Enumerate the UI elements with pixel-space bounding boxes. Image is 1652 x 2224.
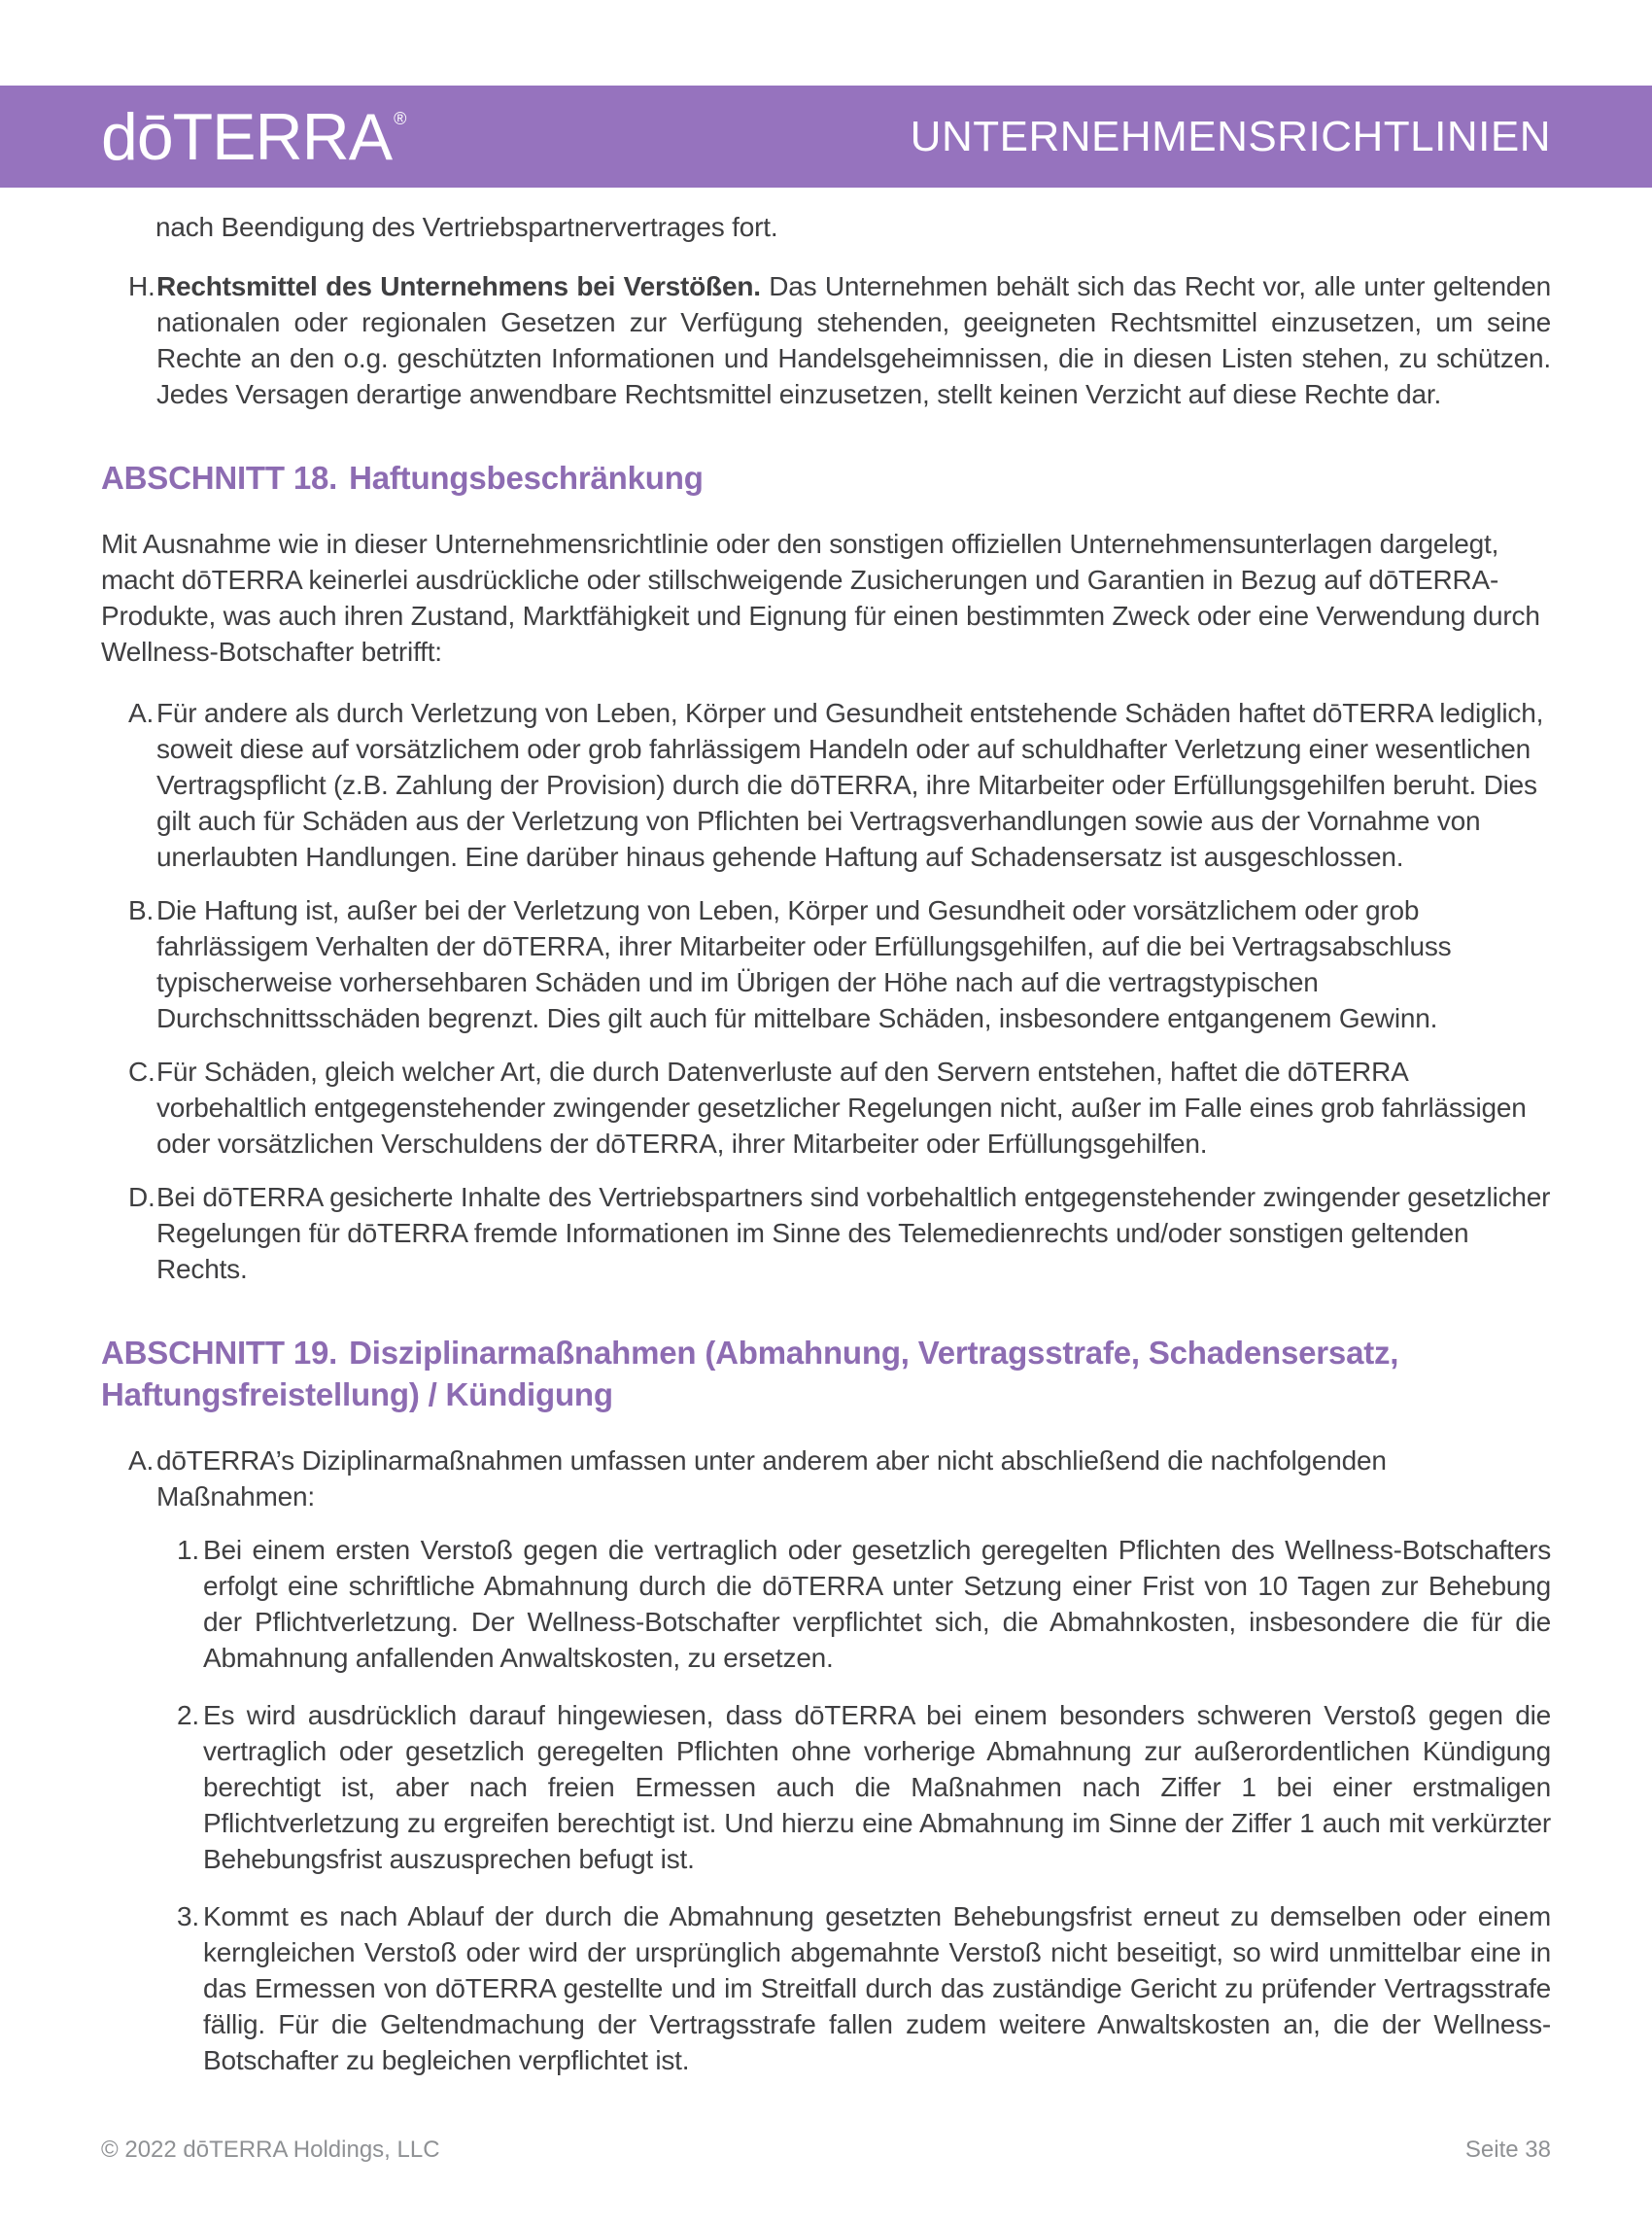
list-item-c [101,1054,1551,1162]
document-title: UNTERNEHMENSRICHTLINIEN [910,112,1551,160]
section-18-number: ABSCHNITT 18. [101,460,338,496]
numbered-item-label: 3. [177,1901,199,1931]
numbered-item-label: 2. [177,1700,199,1730]
numbered-item-2 [101,1697,1551,1877]
list-item-label: D. [128,1182,155,1212]
list-item-text: dōTERRA’s Diziplinarmaßnahmen umfassen unter anderem aber nicht abschließend die nachfolgenden Maßnahmen: [156,1445,1387,1512]
list-item-a [101,695,1551,875]
page-footer [101,2137,1551,2164]
copyright-text: © 2022 dōTERRA Holdings, LLC [101,2137,440,2163]
list-item-text: Bei dōTERRA gesicherte Inhalte des Vertriebspartners sind vorbehaltlich entgegenstehender zwingender gesetzlicher Regelungen für dōTERRA fremde Informationen im Sinne des Telemedienrechts und/oder sonstigen geltenden Rechts. [156,1182,1551,1284]
doterra-logo [101,99,406,174]
list-item-label: B. [128,895,155,925]
numbered-item-text: Bei einem ersten Verstoß gegen die vertraglich oder gesetzlich geregelten Pflichten des Wellness-Botschafters erfolgt eine schriftliche Abmahnung durch die dōTERRA unter Setzung einer Frist von 10 Tagen zur Behebung der Pflichtverletzung. Der Wellness-Botschafter verpflichtet sich, die Abmahnkosten, insbesondere die für die Abmahnung anfallenden Anwaltskosten, zu ersetzen. [203,1535,1551,1673]
list-item-text: Für andere als durch Verletzung von Leben, Körper und Gesundheit entstehende Schäden haftet dōTERRA lediglich, soweit diese auf vorsätzlichem oder grob fahrlässigem Handeln oder auf schuldhafter Verletzung einer wesentlichen Vertragspflicht (z.B. Zahlung der Provision) durch die dōTERRA, ihre Mitarbeiter oder Erfüllungsgehilfen beruht. Dies gilt auch für Schäden aus der Verletzung von Pflichten bei Vertragsverhandlungen sowie aus der Vornahme von unerlaubten Handlungen. Eine darüber hinaus gehende Haftung auf Schadensersatz ist ausgeschlossen. [156,698,1544,872]
list-item-a19 [101,1442,1551,1514]
list-item-lead-bold: Rechtsmittel des Unternehmens bei Verstößen. [156,271,761,301]
header-bar [0,86,1652,188]
section-18-intro: Mit Ausnahme wie in dieser Unternehmensrichtlinie oder den sonstigen offiziellen Unternehmensunterlagen dargelegt, macht dōTERRA keinerlei ausdrückliche oder stillschweigende Zusicherungen und Garantien in Bezug auf dōTERRA-Produkte, was auch ihren Zustand, Marktfähigkeit und Eignung für einen bestimmten Zweck oder eine Verwendung durch Wellness-Botschafter betrifft: [101,529,1540,667]
page-content [0,188,1652,2078]
list-item-label: H. [128,271,155,301]
registered-trademark-symbol: ® [394,108,406,128]
list-item-h [101,268,1551,412]
logo-wordmark: dōTERRA [101,99,393,174]
list-item-label: A. [128,1445,155,1476]
list-item-b [101,892,1551,1036]
numbered-item-1 [101,1532,1551,1676]
section-18-title: Haftungsbeschränkung [349,460,704,496]
section-18-list [101,695,1551,1287]
numbered-item-3 [101,1898,1551,2078]
list-item-text: Für Schäden, gleich welcher Art, die durch Datenverluste auf den Servern entstehen, haftet die dōTERRA vorbehaltlich entgegenstehender zwingender gesetzlicher Regelungen nicht, außer im Falle eines grob fahrlässigen oder vorsätzlichen Verschuldens der dōTERRA, ihrer Mitarbeiter oder Erfüllungsgehilfen. [156,1057,1527,1159]
section-19-list [101,1442,1551,1514]
section-18-heading [101,457,1551,499]
list-item-d [101,1179,1551,1287]
section-19-number: ABSCHNITT 19. [101,1335,338,1371]
numbered-item-text: Es wird ausdrücklich darauf hingewiesen, dass dōTERRA bei einem besonders schweren Verstoß gegen die vertraglich oder gesetzlich geregelten Pflichten ohne vorherige Abmahnung zur außerordentlichen Kündigung berechtigt ist, aber nach freien Ermessen auch die Maßnahmen nach Ziffer 1 bei einer erstmaligen Pflichtverletzung zu ergreifen berechtigt ist. Und hierzu eine Abmahnung im Sinne der Ziffer 1 auch mit verkürzter Behebungsfrist auszusprechen befugt ist. [203,1700,1551,1874]
page-number: Seite 38 [1464,2137,1551,2163]
section-19-numbered-list [101,1532,1551,2078]
section-19-title: Disziplinarmaßnahmen (Abmahnung, Vertragsstrafe, Schadensersatz, Haftungsfreistellung) / Kündigung [101,1335,1399,1412]
section-19-heading [101,1332,1551,1415]
list-item-label: C. [128,1057,155,1087]
numbered-item-label: 1. [177,1535,199,1565]
list-item-text: Die Haftung ist, außer bei der Verletzung von Leben, Körper und Gesundheit oder vorsätzlichem oder grob fahrlässigem Verhalten der dōTERRA, ihrer Mitarbeiter oder Erfüllungsgehilfen, auf die bei Vertragsabschluss typischerweise vorhersehbaren Schäden und im Übrigen der Höhe nach auf die vertragstypischen Durchschnittsschäden begrenzt. Dies gilt auch für mittelbare Schäden, insbesondere entgangenem Gewinn. [156,895,1452,1033]
list-item-text: Das Unternehmen behält sich das Recht vor, alle unter geltenden nationalen oder regionalen Gesetzen zur Verfügung stehenden, geeigneten Rechtsmittel einzusetzen, um seine Rechte an den o.g. geschützten Informationen und Handelsgeheimnissen, die in diesen Listen stehen, zu schützen. Jedes Versagen derartige anwendbare Rechtsmittel einzusetzen, stellt keinen Verzicht auf diese Rechte dar. [156,271,1551,409]
list-item-label: A. [128,698,155,728]
numbered-item-text: Kommt es nach Ablauf der durch die Abmahnung gesetzten Behebungsfrist erneut zu demselben oder einem kerngleichen Verstoß oder wird der ursprünglich abgemahnte Verstoß nicht beseitigt, so wird unmittelbar eine in das Ermessen von dōTERRA gestellte und im Streitfall durch das zuständige Gericht zu prüfender Vertragsstrafe fällig. Für die Geltendmachung der Vertragsstrafe fallen zudem weitere Anwaltskosten an, die der Wellness-Botschafter zu begleichen verpflichtet ist. [203,1901,1551,2075]
continuation-paragraph: nach Beendigung des Vertriebspartnervertrages fort. [155,212,778,242]
